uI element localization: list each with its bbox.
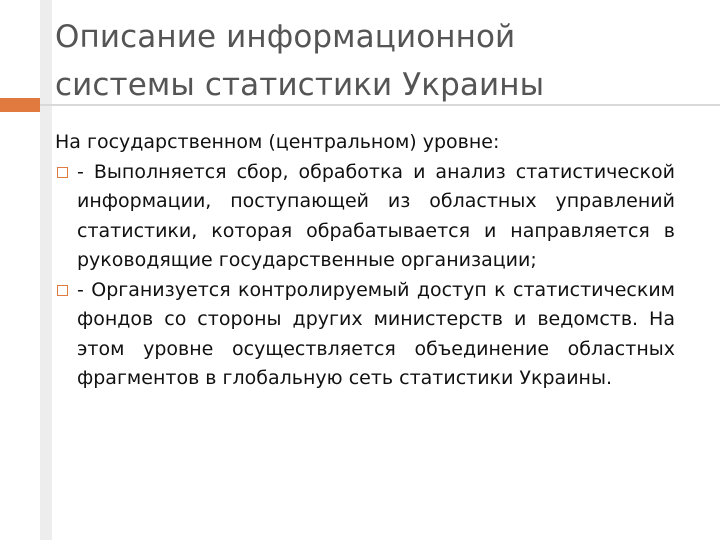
slide-title — [55, 13, 695, 109]
orange-accent-block — [0, 98, 40, 112]
bullet-item — [55, 276, 675, 394]
bullet-item — [55, 158, 675, 276]
square-bullet-icon — [57, 167, 68, 178]
square-bullet-icon — [57, 285, 68, 296]
slide-title-line-1: Описание информационной — [55, 19, 516, 55]
lead-text: На государственном (центральном) уровне: — [55, 131, 500, 153]
bullet-text: - Выполняется сбор, обработка и анализ статистической информации, поступающей из областных управлений статистики, которая обрабатывается и направляется в руководящие государственные организации; — [77, 160, 675, 271]
left-decorative-bar — [40, 0, 52, 540]
slide-title-line-2: системы статистики Украины — [55, 67, 545, 103]
slide-body — [55, 128, 675, 394]
bullet-text: - Организуется контролируемый доступ к статистическим фондов со стороны других министерств и ведомств. На этом уровне осуществляется объединение областных фрагментов в глобальную сеть статистики Украины. — [77, 278, 675, 389]
